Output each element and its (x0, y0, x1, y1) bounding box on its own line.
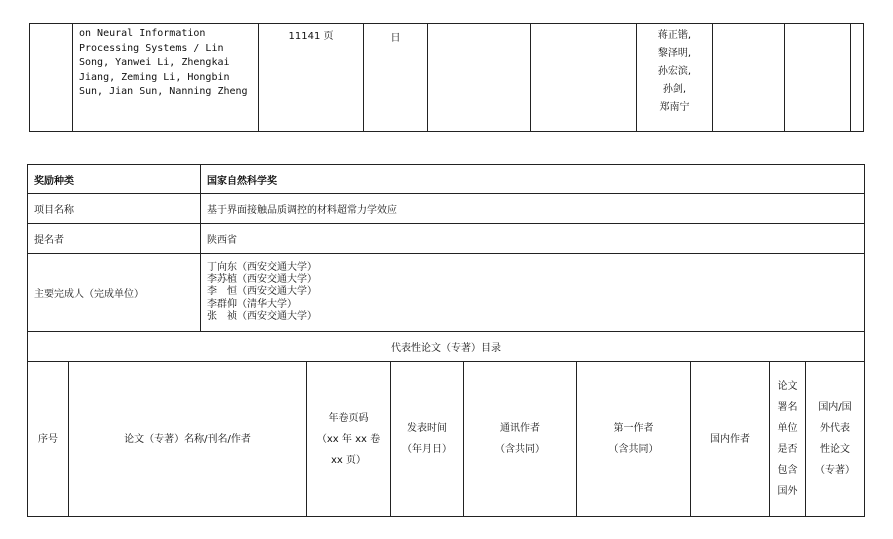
project-name-value: 基于界面接触品质调控的材料超常力学效应 (201, 194, 865, 224)
table-row (28, 254, 865, 332)
nominator-value: 陕西省 (201, 224, 865, 254)
paper-line: Processing Systems / Lin (79, 42, 224, 54)
paper-line: Jiang, Zeming Li, Hongbin (79, 71, 230, 83)
nominator-label: 提名者 (28, 224, 201, 254)
completer: 丁向东（西安交通大学） (207, 261, 317, 273)
paper-line: Song, Yanwei Li, Zhengkai (79, 57, 230, 69)
col-volume-pages: 年卷页码 （xx 年 xx 卷 xx 页） (307, 362, 391, 517)
table-row (28, 165, 865, 194)
index-cell (30, 24, 73, 132)
table-row (28, 224, 865, 254)
catalog-title: 代表性论文（专著）目录 (28, 332, 865, 362)
col-representative-paper: 国内/国 外代表 性论文 （专著） (806, 362, 865, 517)
completer: 张 祯（西安交通大学） (207, 310, 317, 322)
table-row (28, 332, 865, 362)
col-paper-title: 论文（专著）名称/刊名/作者 (69, 362, 307, 517)
table-row (28, 194, 865, 224)
completers-label: 主要完成人（完成单位） (28, 254, 201, 332)
corresponding-author-cell (428, 24, 531, 132)
completer: 李苏植（西安交通大学） (207, 274, 317, 286)
foreign-unit-cell (713, 24, 785, 132)
empty-cell (851, 24, 864, 132)
table-row (30, 24, 864, 132)
author-name: 郑南宁 (659, 102, 690, 113)
col-foreign-unit: 论文 署名 单位 是否 包含 国外 (770, 362, 806, 517)
col-first-author: 第一作者 （含共同） (577, 362, 691, 517)
project-name-label: 项目名称 (28, 194, 201, 224)
award-type-label: 奖励种类 (28, 165, 201, 194)
paper-line: on Neural Information (79, 28, 206, 39)
completer: 李群仰（清华大学） (207, 298, 297, 310)
author-name: 黎泽明, (657, 48, 692, 59)
domestic-authors-cell (637, 24, 713, 132)
completers-list (201, 254, 865, 332)
author-name: 蒋正锴, (657, 30, 692, 41)
author-name: 孙剑, (662, 84, 687, 95)
col-domestic-authors: 国内作者 (691, 362, 770, 517)
col-publish-date: 发表时间 （年月日） (391, 362, 464, 517)
paper-line: Sun, Jian Sun, Nanning Zheng (79, 86, 248, 98)
pages-cell: 11141 页 (259, 24, 364, 132)
paper-title-cell (73, 24, 259, 132)
col-index: 序号 (28, 362, 69, 517)
award-type-value: 国家自然科学奖 (201, 165, 865, 194)
author-name: 孙宏滨, (657, 66, 692, 77)
first-author-cell (531, 24, 637, 132)
completer: 李 恒（西安交通大学） (207, 286, 317, 298)
date-cell: 日 (364, 24, 428, 132)
representative-cell (785, 24, 851, 132)
previous-table-continuation (29, 23, 864, 132)
column-header-row (28, 362, 865, 517)
col-corresponding-author: 通讯作者 （含共同） (464, 362, 577, 517)
award-table (27, 164, 865, 517)
